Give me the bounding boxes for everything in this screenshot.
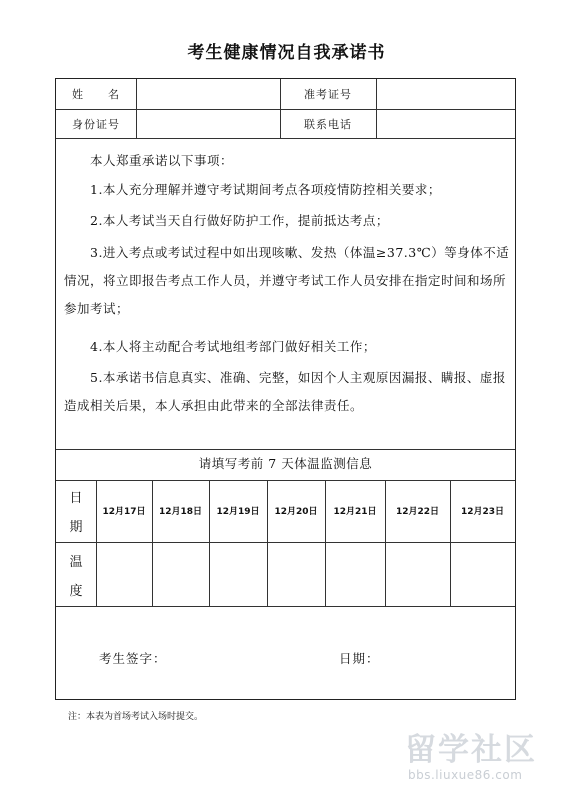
id-number-label: 身份证号 — [72, 117, 120, 131]
date-cell: 12月21日 — [333, 507, 377, 517]
date-cell: 12月20日 — [274, 507, 318, 517]
date-cell: 12月18日 — [158, 507, 203, 517]
row-divider — [56, 449, 515, 450]
sign-date-label: 日期： — [339, 651, 380, 666]
exam-number-field[interactable] — [377, 80, 515, 108]
signer-label: 考生签字： — [99, 651, 167, 666]
document-title: 考生健康情况自我承诺书 — [187, 43, 386, 63]
watermark-url: bbs.liuxue86.com — [408, 768, 523, 782]
temperature-cell[interactable] — [386, 543, 450, 605]
temperature-cell[interactable] — [268, 543, 325, 605]
date-row-label: 期 — [69, 520, 83, 535]
row-divider — [56, 480, 515, 481]
commitment-form — [55, 78, 516, 700]
commitment-item: 5.本承诺书信息真实、准确、完整，如因个人主观原因漏报、瞒报、虚报造成相关后果，本人承担由此带来的全部法律责任。 — [64, 370, 506, 413]
temperature-cell[interactable] — [326, 543, 385, 605]
commitment-item: 3.进入考点或考试过程中如出现咳嗽、发热（体温≥37.3℃）等身体不适情况，将立即报告考点工作人员，并遵守考试工作人员安排在指定时间和场所参加考试； — [64, 245, 510, 316]
id-number-field[interactable] — [137, 110, 279, 137]
temperature-cell[interactable] — [153, 543, 209, 605]
temperature-row-label: 度 — [69, 584, 83, 599]
watermark-logo — [405, 724, 565, 786]
date-cell: 12月17日 — [102, 507, 146, 517]
watermark-brand: 留学社区 — [405, 732, 537, 768]
commitment-intro: 本人郑重承诺以下事项： — [90, 153, 234, 168]
name-field[interactable] — [137, 80, 279, 108]
row-divider — [56, 606, 515, 607]
temperature-cell[interactable] — [451, 543, 515, 605]
commitment-item: 2.本人考试当天自行做好防护工作，提前抵达考点； — [90, 213, 389, 228]
temperature-cell[interactable] — [210, 543, 267, 605]
monitor-title: 请填写考前 7 天体温监测信息 — [198, 456, 373, 471]
date-cell: 12月19日 — [216, 507, 260, 517]
date-cell: 12月23日 — [460, 507, 505, 517]
phone-label: 联系电话 — [304, 117, 352, 131]
name-label: 姓 名 — [72, 88, 120, 101]
row-divider — [56, 138, 515, 139]
footnote: 注：本表为首场考试入场时提交。 — [68, 712, 204, 722]
temperature-row-label: 温 — [69, 555, 83, 570]
date-cell: 12月22日 — [395, 507, 440, 517]
phone-field[interactable] — [377, 110, 515, 137]
temperature-cell[interactable] — [97, 543, 152, 605]
date-row-label: 日 — [69, 491, 83, 506]
exam-number-label: 准考证号 — [304, 88, 352, 101]
commitment-item: 1.本人充分理解并遵守考试期间考点各项疫情防控相关要求； — [90, 182, 441, 197]
commitment-item: 4.本人将主动配合考试地组考部门做好相关工作； — [90, 339, 376, 354]
